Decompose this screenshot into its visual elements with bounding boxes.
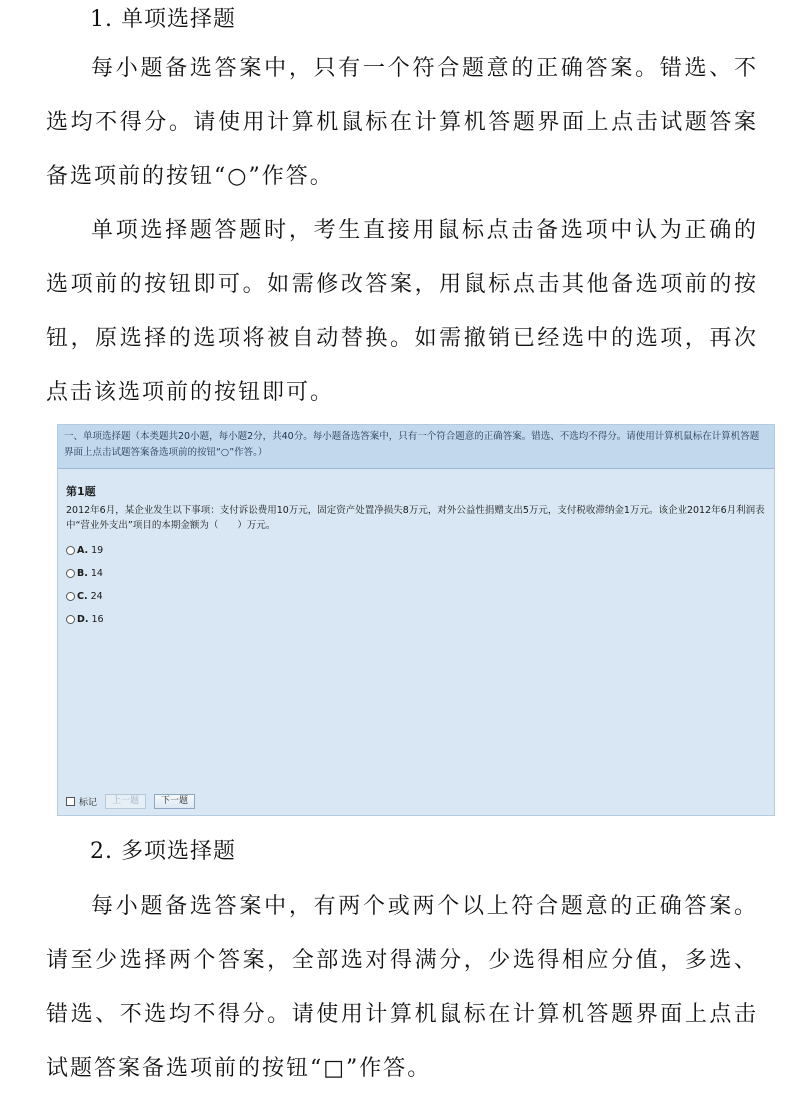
section1-paragraph-2: 单项选择题答题时，考生直接用鼠标点击备选项中认为正确的选项前的按钮即可。如需修改答案，用鼠标点击其他备选项前的按钮，原选择的选项将被自动替换。如需撤销已经选中的选项，再次点击该选项前的按钮即可。: [46, 218, 758, 405]
option-a[interactable]: [66, 539, 774, 562]
mark-label: 标记: [79, 798, 98, 808]
section1-heading: 1. 单项选择题: [90, 7, 236, 32]
exam-screenshot-panel: [57, 424, 775, 816]
option-c[interactable]: [66, 585, 774, 608]
mark-checkbox-icon[interactable]: [66, 797, 75, 806]
prev-question-button[interactable]: 上一题: [105, 794, 146, 809]
question-title: 第1题: [66, 485, 96, 498]
radio-button-icon[interactable]: [66, 569, 75, 578]
option-value: 16: [91, 614, 104, 625]
radio-button-icon[interactable]: [66, 546, 75, 555]
question-text: 2012年6月，某企业发生以下事项：支付诉讼费用10万元，固定资产处置净损失8万元，对外公益性捐赠支出5万元，支付税收滞纳金1万元。该企业2012年6月利润表中“营业外支出”项目的本期金额为（ ）万元。: [66, 505, 765, 531]
option-value: 24: [90, 591, 103, 602]
option-b[interactable]: [66, 562, 774, 585]
next-question-button[interactable]: 下一题: [154, 794, 195, 809]
radio-button-icon[interactable]: [66, 592, 75, 601]
option-letter: C.: [77, 591, 88, 602]
option-value: 14: [90, 568, 103, 579]
section2-heading: 2. 多项选择题: [90, 839, 236, 864]
section2-paragraph: 每小题备选答案中，有两个或两个以上符合题意的正确答案。请至少选择两个答案，全部选对得满分，少选得相应分值，多选、错选、不选均不得分。请使用计算机鼠标在计算机答题界面上点击试题答案备选项前的按钮“□”作答。: [46, 894, 758, 1081]
option-d[interactable]: [66, 608, 774, 631]
option-letter: A.: [77, 545, 89, 556]
answer-options: [66, 539, 774, 631]
option-letter: B.: [77, 568, 88, 579]
section1-paragraph-1: 每小题备选答案中，只有一个符合题意的正确答案。错选、不选均不得分。请使用计算机鼠标在计算机答题界面上点击试题答案备选项前的按钮“○”作答。: [46, 56, 758, 189]
exam-footer: [66, 794, 203, 809]
exam-section-header: 一、单项选择题（本类题共20小题，每小题2分，共40分。每小题备选答案中，只有一个符合题意的正确答案。错选、不选均不得分。请使用计算机鼠标在计算机答题界面上点击试题答案备选项前的按钮“○”作答。）: [58, 425, 774, 469]
radio-button-icon[interactable]: [66, 615, 75, 624]
option-value: 19: [91, 545, 104, 556]
option-letter: D.: [77, 614, 89, 625]
